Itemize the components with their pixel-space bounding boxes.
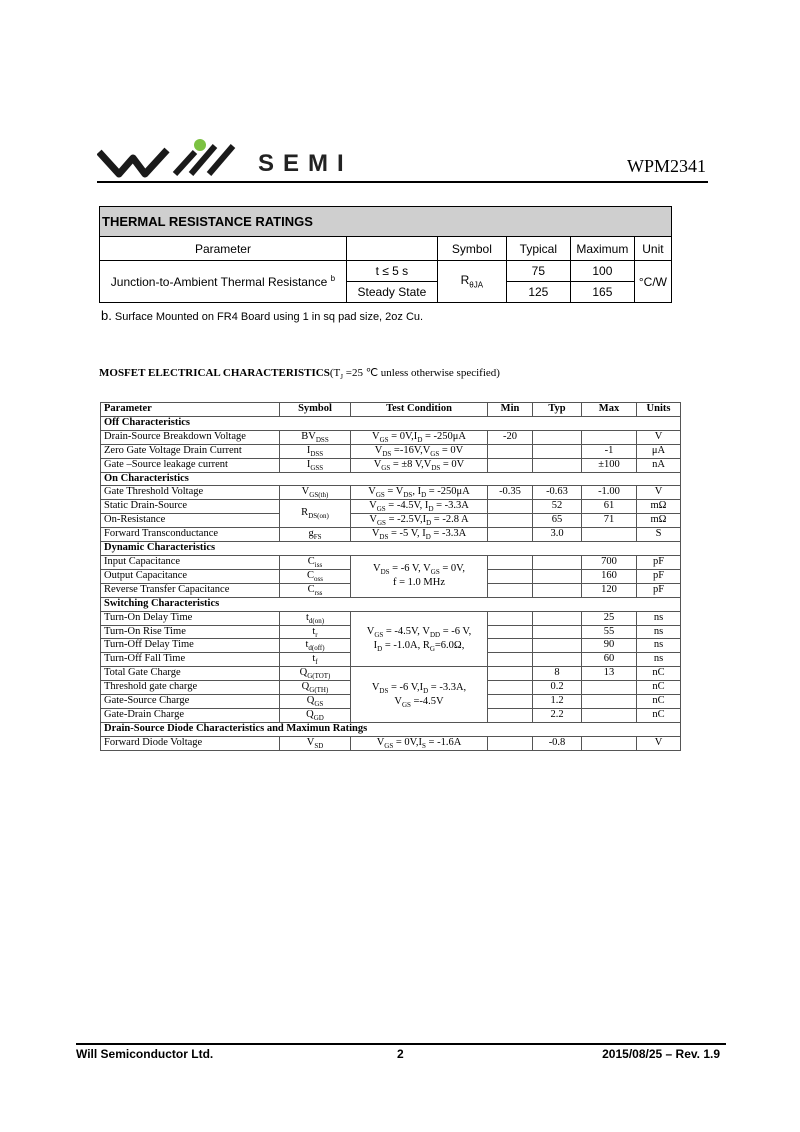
table-row: Gate Threshold Voltage $V_{GS(th)}$ $V_{GS} = V_{DS}$, $I_D = -250\mu A$ -0.35 -0.63 -1.00 V — [101, 486, 681, 500]
col-units: Units — [637, 403, 681, 417]
table-row: Output Capacitance $C_{oss}$ 160 pF — [101, 569, 681, 583]
table-row: Turn-Off Delay Time $t_{d(off)}$ 90 ns — [101, 639, 681, 653]
col-symbol: Symbol — [437, 237, 506, 261]
thermal-max-2: 165 — [570, 282, 634, 303]
thermal-table-title: THERMAL RESISTANCE RATINGS — [100, 207, 672, 237]
col-unit: Unit — [634, 237, 671, 261]
col-parameter: Parameter — [101, 403, 280, 417]
footer-page-number: 2 — [397, 1047, 404, 1061]
table-row: Zero Gate Voltage Drain Current $I_{DSS}$ $V_{DS} =-16V,V_{GS} = 0V$ -1 μA — [101, 444, 681, 458]
col-test-condition: Test Condition — [351, 403, 488, 417]
table-row: Forward Transconductance $g_{FS}$ $V_{DS} = -5$ V, $I_D = -3.3A$ 3.0 S — [101, 528, 681, 542]
mosfet-section-title: MOSFET ELECTRICAL $CHARACTERISTICS(T_J =25$ ℃ unless otherwise specified) — [99, 367, 500, 382]
switching-test-condition: $V_{GS} = -4.5V$, $V_{DD} = -6$ V, $I_D = -1.0A$, $R_G=6.0\Omega$, — [351, 611, 488, 667]
table-row: Gate –Source leakage current $I_{GSS}$ $V_{GS} = \pm 8$ $V,V_{DS} = 0V$ ±100 nA — [101, 458, 681, 472]
table-row: Turn-On Rise Time $t_r$ 55 ns — [101, 625, 681, 639]
electrical-characteristics-table — [100, 402, 681, 751]
table-row: Total Gate Charge $Q_{G(TOT)}$ $V_{DS} = -6$ $V,I_D = -3.3A$, $V_{GS} =-4.5V$ 8 13 nC — [101, 667, 681, 681]
thermal-cond-1: t ≤ 5 s — [346, 261, 437, 282]
logo-text: SEMI — [258, 150, 353, 177]
footer-rule — [76, 1043, 726, 1045]
col-max: Max — [582, 403, 637, 417]
table-row: Input Capacitance $C_{iss}$ $V_{DS} = -6$ V, $V_{GS} = 0V$, f = 1.0 MHz 700 pF — [101, 555, 681, 569]
footer-company: Will Semiconductor Ltd. — [76, 1047, 214, 1061]
table-row: On-Resistance $V_{GS} = -2.5V,I_D = -2.8$ A 65 71 mΩ — [101, 514, 681, 528]
col-parameter: Parameter — [100, 237, 347, 261]
col-typical: Typical — [506, 237, 570, 261]
table-row: Static Drain-Source $R_{DS(on)}$ $V_{GS} = -4.5V$, $I_D = -3.3A$ 52 61 mΩ — [101, 500, 681, 514]
table-row: Forward Diode Voltage $V_{SD}$ $V_{GS} = 0V,I_S = -1.6A$ -0.8 V — [101, 736, 681, 750]
thermal-parameter: Junction-to-Ambient Thermal Resistance $^b$ — [100, 261, 347, 303]
col-min: Min — [488, 403, 533, 417]
table-row: Turn-On Delay Time $t_{d(on)}$ $V_{GS} = -4.5V$, $V_{DD} = -6$ V, $I_D = -1.0A$, $R_G=6.0\Omega$, 25 ns — [101, 611, 681, 625]
thermal-symbol: $R_{\theta JA}$ — [437, 261, 506, 303]
footer-date-revision: 2015/08/25 – Rev. 1.9 — [602, 1047, 720, 1061]
table-row: Threshold gate charge $Q_{G(TH)}$ 0.2 nC — [101, 681, 681, 695]
table-row: Reverse Transfer Capacitance $C_{rss}$ 120 pF — [101, 583, 681, 597]
thermal-typ-1: 75 — [506, 261, 570, 282]
thermal-note: b. Surface Mounted on FR4 Board using 1 in sq pad size, 2oz Cu. — [101, 308, 424, 323]
gate-charge-test-condition: $V_{DS} = -6$ $V,I_D = -3.3A$, $V_{GS} =-4.5V$ — [351, 667, 488, 723]
thermal-typ-2: 125 — [506, 282, 570, 303]
col-typ: Typ — [533, 403, 582, 417]
table-row: Gate-Source Charge $Q_{GS}$ 1.2 nC — [101, 695, 681, 709]
section-switching: Switching Characteristics — [101, 597, 681, 611]
thermal-resistance-table — [99, 206, 672, 303]
thermal-unit: °C/W — [634, 261, 671, 303]
section-off: Off Characteristics — [101, 416, 681, 430]
thermal-max-1: 100 — [570, 261, 634, 282]
col-condition — [346, 237, 437, 261]
table-row: Gate-Drain Charge $Q_{GD}$ 2.2 nC — [101, 708, 681, 722]
table-row: Turn-Off Fall Time $t_f$ 60 ns — [101, 653, 681, 667]
header-rule — [97, 181, 708, 183]
section-on: On Characteristics — [101, 472, 681, 486]
col-maximum: Maximum — [570, 237, 634, 261]
col-symbol: Symbol — [280, 403, 351, 417]
thermal-cond-2: Steady State — [346, 282, 437, 303]
part-number: WPM2341 — [626, 156, 706, 176]
dynamic-test-condition: $V_{DS} = -6$ V, $V_{GS} = 0V$, f = 1.0 MHz — [351, 555, 488, 597]
table-row: Drain-Source Breakdown Voltage $BV_{DSS}$ $V_{GS} = 0V,I_D = -250\mu A$ -20 V — [101, 430, 681, 444]
section-dynamic: Dynamic Characteristics — [101, 542, 681, 556]
section-diode: Drain-Source Diode Characteristics and Maximun Ratings — [101, 722, 681, 736]
